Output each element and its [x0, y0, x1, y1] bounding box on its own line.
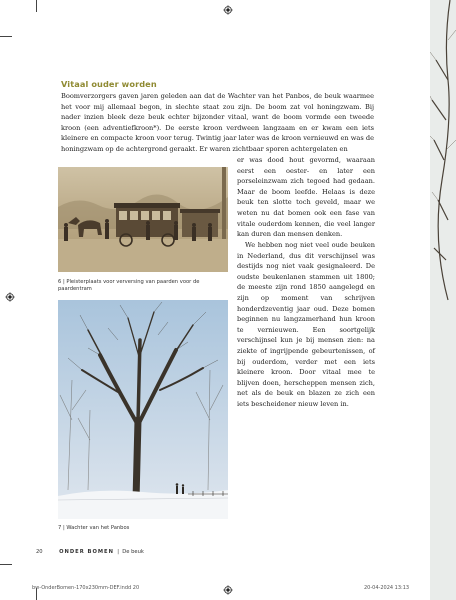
registration-mark-icon [223, 5, 233, 15]
section-heading: Vitaal ouder worden [61, 79, 157, 89]
photo-horse-tram [58, 167, 228, 272]
figure-caption: 7 | Wachter van het Panbos [58, 525, 130, 531]
page-footer: 20 ONDER BOMEN | De beuk [36, 549, 144, 555]
chapter-name: De beuk [122, 549, 144, 555]
body-paragraph: We hebben nog niet veel oude beuken in Nederland, dus dit verschijnsel was destijds nog niet vaak gesignaleerd. De oudste beukenlanen stammen uit 1800; de meeste zijn rond 1850 aangelegd en zijn op moment van schrijven honderdzeventig jaar oud. Deze bomen beginnen nu langzamerhand hun kroon te vernieuwen. Een soortgelijk verschijnsel kun je bij mensen zien: na ziekte of ingrijpende gebeurtenissen, of bij ouderdom, verder met een iets kleinere kroon. Door vitaal mee te blijven doen, herscheppen mensen zich, net als de beuk en blazen ze zich een iets bescheidener nieuw leven in. [237, 241, 375, 408]
book-title: ONDER BOMEN [59, 549, 114, 555]
crop-mark [0, 36, 12, 37]
figure-caption: 6 | Pleisterplaats voor verversing van paarden voor de paardentram [58, 279, 200, 292]
slug-filename: bw-OnderBomen-170x230mm-DEF.indd 20 [32, 585, 140, 591]
slug-date: 20-04-2024 13:13 [364, 585, 410, 591]
registration-mark-icon [223, 585, 233, 595]
crop-mark [36, 0, 37, 12]
photo-beech-tree [58, 300, 228, 519]
crop-mark [0, 564, 12, 565]
adjacent-page-photo [430, 0, 456, 600]
body-paragraph: Boomverzorgers gaven jaren geleden aan dat de Wachter van het Panbos, de beuk waarmee het voor mij allemaal begon, in slechte staat zou zijn. De boom zat vol honingzwam. Bij nader inzien bleek deze beuk echter bijzonder vitaal, want de boom vormde een tweede kroon (een adventiefkroon*). De eerste kroon verdween langzaam en er kwam een iets kleinere en compacte kroon voor terug. Twintig jaar later was de kroon vernieuwd en was de honingzwam op de achtergrond geraakt. Er waren zichtbaar sporen achtergelaten en [61, 92, 374, 153]
body-paragraph: er was dood hout gevormd, waaraan eerst een oester- en later een porseleinzwam zich tegoed had gedaan. Maar de boom leefde. Helaas is deze beuk ten slotte toch geveld, maar we weten nu dat bomen ook een fase van vitale ouderdom kennen, die veel langer kan duren dan mensen denken. [237, 156, 375, 239]
page-number: 20 [36, 549, 43, 555]
registration-mark-icon [5, 292, 15, 302]
